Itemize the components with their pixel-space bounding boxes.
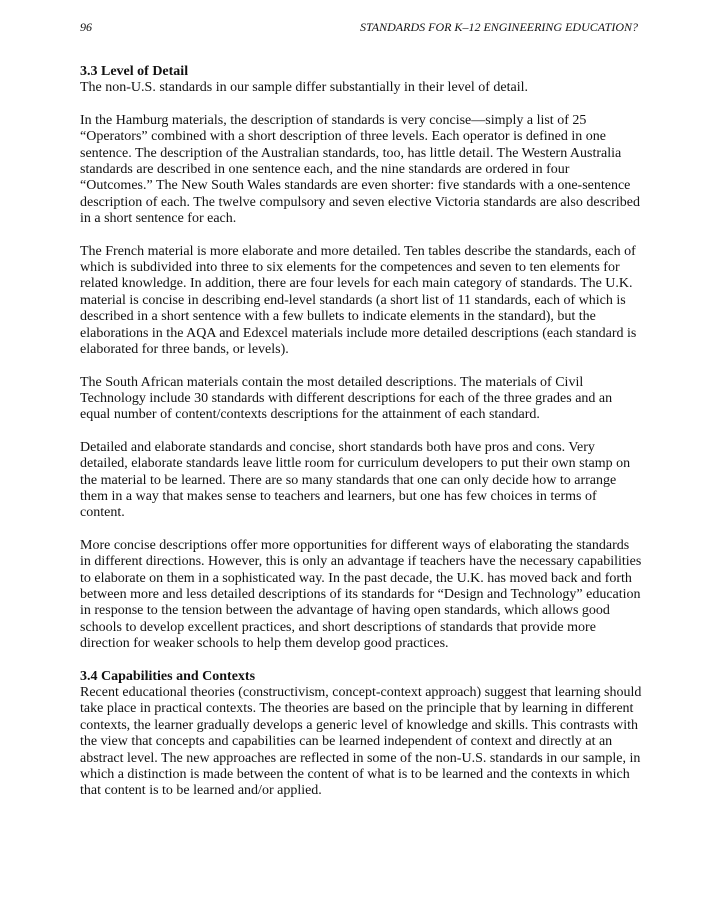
paragraph: More concise descriptions offer more opportunities for different ways of elaborating the standards in different directions. However, this is only an advantage if teachers have the necessary capabilities to elaborate on them in a sophisticated way. In the past decade, the U.K. has moved back and forth between more and less detailed descriptions of its standards for “Design and Technology” education in response to the tension between the advantage of having open standards, which allows good schools to develop excellent practices, and short descriptions of standards that provide more direction for weaker schools to help them develop good practices. [80, 537, 642, 652]
paragraph: Detailed and elaborate standards and concise, short standards both have pros and cons. Very detailed, elaborate standards leave little room for curriculum developers to put their own stamp on the material to be learned. There are so many standards that one can only decide how to arrange them in a way that makes sense to teachers and learners, but one has few choices in terms of content. [80, 439, 631, 521]
paragraph: The South African materials contain the most detailed descriptions. The materials of Civil Technology include 30 standards with different descriptions for each of the three grades and an equal number of content/contexts descriptions for the attainment of each standard. [80, 374, 613, 423]
paragraph: The French material is more elaborate and more detailed. Ten tables describe the standards, each of which is subdivided into three to six elements for the competences and seven to ten elements for related knowledge. In addition, there are four levels for each main category of standards. The U.K. material is concise in describing end-level standards (a short list of 11 standards, each of which is described in a short sentence with a few bullets to indicate elements in the standard), but the elaborations in the AQA and Edexcel materials include more detailed descriptions (each standard is elaborated for three bands, or levels). [80, 243, 637, 358]
running-title: STANDARDS FOR K–12 ENGINEERING EDUCATION? [360, 20, 638, 34]
section-heading: 3.4 Capabilities and Contexts [80, 668, 256, 684]
page-number: 96 [80, 20, 92, 34]
running-header [80, 20, 638, 38]
section-3-3 [80, 64, 642, 653]
section-heading: 3.3 Level of Detail [80, 64, 189, 79]
paragraph: In the Hamburg materials, the description of standards is very concise—simply a list of 25 “Operators” combined with a short description of three levels. Each operator is defined in one sentence. The description of the Australian standards, too, has little detail. The Western Australia standards are described in one sentence each, and the nine standards are ordered in four “Outcomes.” The New South Wales standards are even shorter: five standards with a one-sentence description of each. The twelve compulsory and seven elective Victoria standards are also described in a short sentence for each. [80, 112, 640, 227]
paragraph: The non-U.S. standards in our sample differ substantially in their level of detail. [80, 80, 529, 96]
section-3-4 [80, 669, 642, 800]
page-body [80, 64, 642, 816]
paragraph: Recent educational theories (constructivism, concept-context approach) suggest that learning should take place in practical contexts. The theories are based on the principle that by learning in different contexts, the learner gradually develops a generic level of knowledge and skills. This contrasts with the view that concepts and capabilities can be learned independent of context and directly at an abstract level. The new approaches are reflected in some of the non-U.S. standards in our sample, in which a distinction is made between the content of what is to be learned and the contexts in which that content is to be learned and/or applied. [80, 685, 642, 799]
